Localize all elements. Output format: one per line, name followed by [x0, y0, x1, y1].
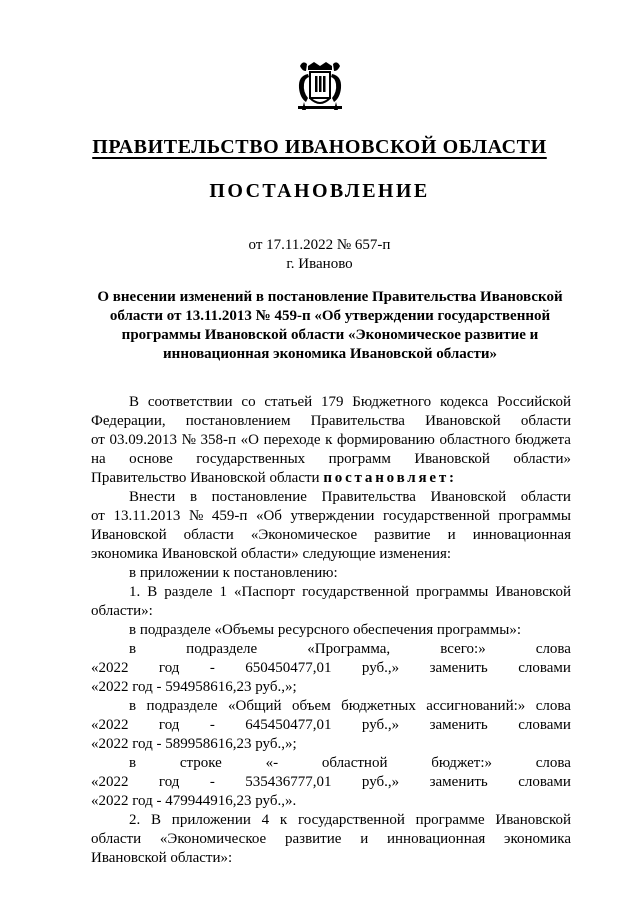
paragraph-line: [91, 507, 571, 526]
word: Бюджетного: [352, 394, 432, 410]
paragraph-line: [91, 450, 571, 469]
word: государственной: [383, 508, 490, 524]
word: Федерации,: [91, 413, 166, 429]
word: утверждении: [290, 508, 375, 524]
word: программе: [415, 812, 485, 828]
word: в: [129, 641, 137, 657]
word: в: [129, 755, 137, 771]
word: ассигнований:»: [426, 698, 526, 714]
word: в: [189, 489, 198, 505]
word: заменить: [429, 717, 488, 733]
word: 645450477,01: [245, 717, 332, 733]
word: «2022: [91, 660, 129, 676]
word: областного: [439, 432, 511, 448]
word: и: [447, 527, 456, 543]
word: слова: [535, 755, 571, 771]
word: «-: [265, 755, 279, 771]
word: соответствии: [147, 394, 233, 410]
word: №: [181, 432, 196, 448]
government-heading: ПРАВИТЕЛЬСТВО ИВАНОВСКОЙ ОБЛАСТИ: [92, 136, 547, 158]
word: В: [151, 812, 162, 828]
word: 03.09.2013: [109, 432, 177, 448]
paragraph-line: [91, 659, 571, 678]
document-subject-title: О внесении изменений в постановление Правительства Ивановской области от 13.11.2013 № 459-п «Об утверждении государственной программы Ивановской области «Экономическое развитие и инновационная экономика Ивановской области»: [97, 289, 563, 362]
word: области: [183, 527, 234, 543]
word: заменить: [429, 660, 488, 676]
document-type-heading: ПОСТАНОВЛЕНИЕ: [209, 180, 430, 202]
word: 179: [320, 394, 344, 410]
paragraph-line: в приложении к постановлению:: [129, 565, 338, 581]
word: развитие: [374, 527, 431, 543]
document-date-number: от 17.11.2022 № 657-п: [248, 237, 391, 253]
word: постановление: [211, 489, 307, 505]
paragraph-line: [91, 640, 571, 659]
paragraph-line: области»:: [91, 603, 153, 619]
word: «Об: [255, 508, 282, 524]
word: Ивановской: [495, 584, 571, 600]
word: «2022: [91, 774, 129, 790]
word: государственных: [196, 451, 306, 467]
word: В: [147, 584, 158, 600]
paragraph-line: «2022 год - 589958616,23 руб.,»;: [91, 736, 297, 752]
word: развитие: [284, 831, 342, 847]
paragraph-line: Правительство Ивановской области постановляет:: [91, 470, 457, 486]
word: программы: [415, 584, 489, 600]
paragraph-line: [91, 830, 571, 849]
word: руб.,»: [361, 660, 400, 676]
word: Внести: [129, 489, 176, 505]
paragraph-line: «2022 год - 594958616,23 руб.,»;: [91, 679, 297, 695]
word: -: [209, 660, 215, 676]
word: переходе: [263, 432, 321, 448]
word: «Экономическое: [250, 527, 358, 543]
word: 13.11.2013: [113, 508, 181, 524]
paragraph-line: [91, 488, 571, 507]
word: области: [520, 413, 571, 429]
word: строке: [179, 755, 222, 771]
paragraph-line: [91, 431, 571, 450]
word: бюджета: [515, 432, 571, 448]
word: словами: [518, 660, 571, 676]
word: инновационная: [386, 831, 486, 847]
word: государственной: [302, 584, 409, 600]
word: Ивановской: [495, 812, 571, 828]
word: инновационная: [472, 527, 571, 543]
word: и: [360, 831, 369, 847]
paragraph-line: [91, 393, 571, 412]
word: статьей: [264, 394, 313, 410]
word: Российской: [497, 394, 571, 410]
word: -: [209, 717, 215, 733]
word: на: [91, 451, 106, 467]
word: «Паспорт: [234, 584, 296, 600]
word: Правительства: [310, 413, 405, 429]
word: В: [129, 394, 140, 410]
word: «Общий: [227, 698, 282, 714]
word: в: [129, 698, 137, 714]
word: «О: [240, 432, 259, 448]
word: год: [158, 774, 180, 790]
word: год: [158, 717, 180, 733]
word: Ивановской: [425, 413, 501, 429]
word: слова: [535, 698, 571, 714]
word: 4: [261, 812, 270, 828]
word: области»: [513, 451, 571, 467]
word: формированию: [337, 432, 435, 448]
word: разделе: [164, 584, 213, 600]
word: бюджетных: [341, 698, 416, 714]
word: №: [188, 508, 204, 524]
word: экономика: [504, 831, 571, 847]
word: слова: [535, 641, 571, 657]
paragraph-line: [91, 412, 571, 431]
word: кодекса: [439, 394, 489, 410]
word: от: [91, 508, 105, 524]
paragraph-line: [91, 754, 571, 773]
word: -: [209, 774, 215, 790]
word: 358-п: [200, 432, 237, 448]
word: 1: [219, 584, 228, 600]
word: «2022: [91, 717, 129, 733]
word: подразделе: [186, 641, 258, 657]
word: Ивановской: [430, 489, 507, 505]
word: 2.: [129, 812, 141, 828]
word: 459-п: [211, 508, 248, 524]
document-city: г. Иваново: [286, 256, 353, 272]
word: Ивановской: [91, 527, 167, 543]
paragraph-line: [91, 811, 571, 830]
word: постановлением: [185, 413, 291, 429]
word: Правительства: [321, 489, 416, 505]
paragraph-line: Ивановской области»:: [91, 850, 233, 866]
word: объем: [292, 698, 331, 714]
word: руб.,»: [361, 717, 400, 733]
word: государственной: [297, 812, 405, 828]
word: подразделе: [146, 698, 218, 714]
word: программ: [328, 451, 391, 467]
paragraph-line: в подразделе «Объемы ресурсного обеспечения программы»:: [129, 622, 521, 638]
word: 535436777,01: [245, 774, 332, 790]
word: области: [91, 831, 142, 847]
word: словами: [518, 717, 571, 733]
word: 650450477,01: [245, 660, 332, 676]
word: области: [520, 489, 571, 505]
resolves-word: постановляет:: [323, 470, 457, 486]
word: «Экономическое: [159, 831, 267, 847]
paragraph-line: [91, 697, 571, 716]
word: от: [91, 432, 105, 448]
word: год: [158, 660, 180, 676]
word: 1.: [129, 584, 141, 600]
word: бюджет:»: [431, 755, 492, 771]
word: приложении: [171, 812, 251, 828]
word: «Программа,: [307, 641, 391, 657]
word: заменить: [429, 774, 488, 790]
paragraph-line: [91, 526, 571, 545]
word: областной: [321, 755, 388, 771]
paragraph-line: «2022 год - 479944916,23 руб.,».: [91, 793, 297, 809]
paragraph-line: [91, 583, 571, 602]
word: Ивановской: [414, 451, 490, 467]
word: к: [279, 812, 288, 828]
word: к: [325, 432, 333, 448]
paragraph-line: [91, 716, 571, 735]
coat-of-arms-emblem: [294, 58, 346, 116]
word: программы: [498, 508, 571, 524]
word: всего:»: [440, 641, 486, 657]
paragraph-line: экономика Ивановской области» следующие изменения:: [91, 546, 452, 562]
word: словами: [518, 774, 571, 790]
paragraph-line: [91, 773, 571, 792]
word: руб.,»: [361, 774, 400, 790]
word: со: [241, 394, 256, 410]
word: основе: [129, 451, 173, 467]
